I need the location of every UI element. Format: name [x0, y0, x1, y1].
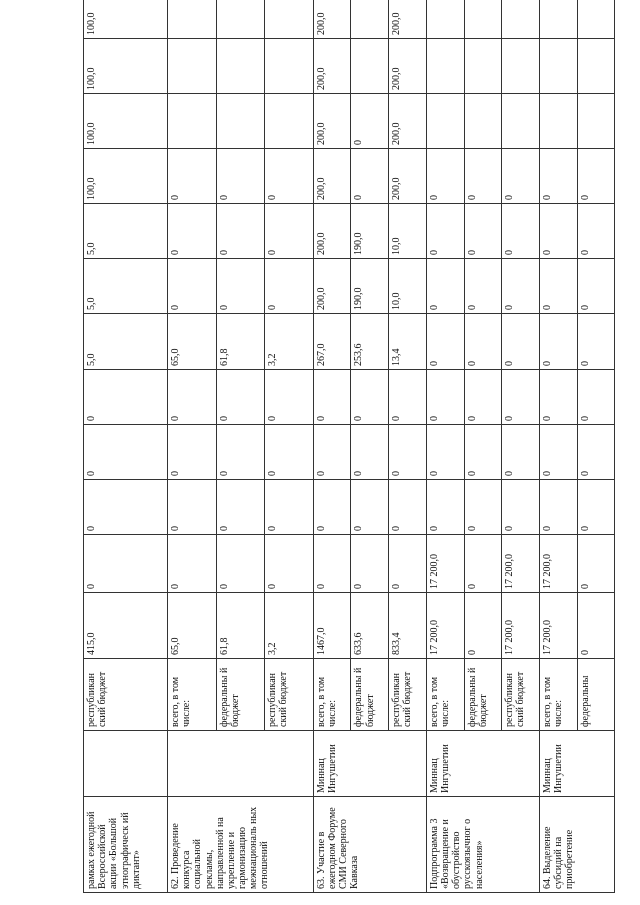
table-cell: 0	[265, 535, 314, 593]
table-cell: 13,4	[389, 314, 427, 370]
table-cell	[265, 94, 314, 149]
table-cell: 0	[167, 259, 216, 314]
table-cell: 200,0	[389, 39, 427, 94]
table-cell: Миннац Ингушетии	[426, 731, 539, 797]
table-cell: 0	[167, 425, 216, 480]
table-cell: 61,8	[216, 593, 265, 659]
table-cell: 200,0	[389, 94, 427, 149]
table-cell	[502, 39, 540, 94]
table-cell: 100,0	[84, 0, 168, 39]
table-cell: 0	[84, 535, 168, 593]
table-cell	[426, 94, 464, 149]
table-cell: 0	[502, 480, 540, 535]
table-cell: 0	[216, 370, 265, 425]
table-cell: 0	[426, 480, 464, 535]
table-cell: 0	[84, 480, 168, 535]
table-cell: 0	[539, 259, 577, 314]
table-cell: 415,0	[84, 593, 168, 659]
table-cell: 3,2	[265, 314, 314, 370]
table-cell: 5,0	[84, 259, 168, 314]
table-cell	[577, 0, 614, 39]
table-cell	[577, 39, 614, 94]
table-cell	[464, 39, 502, 94]
table-cell: 0	[265, 149, 314, 204]
table-cell: 0	[265, 480, 314, 535]
table-cell: республикан ский бюджет	[265, 659, 314, 731]
table-cell: 1467,0	[313, 593, 351, 659]
table-cell	[351, 39, 389, 94]
table-cell: 0	[502, 149, 540, 204]
table-cell: федеральны й бюджет	[351, 659, 389, 731]
table-cell: 0	[84, 425, 168, 480]
table-cell: 633,6	[351, 593, 389, 659]
table-cell: всего, в том числе:	[426, 659, 464, 731]
table-cell: 0	[313, 425, 351, 480]
table-cell: 200,0	[313, 204, 351, 259]
table-cell	[84, 731, 168, 797]
table-cell: 0	[265, 370, 314, 425]
table-cell	[167, 39, 216, 94]
table-cell: федеральны	[577, 659, 614, 731]
table-cell	[502, 0, 540, 39]
table-cell: 0	[539, 480, 577, 535]
table-cell: 0	[313, 535, 351, 593]
table-cell: 0	[464, 259, 502, 314]
table-cell: федеральны й бюджет	[216, 659, 265, 731]
table-cell: всего, в том числе:	[167, 659, 216, 731]
table-cell	[216, 0, 265, 39]
table-cell: 0	[426, 149, 464, 204]
table-cell	[351, 0, 389, 39]
table-cell: 0	[313, 370, 351, 425]
table-cell: 17 200,0	[502, 535, 540, 593]
table-cell	[577, 94, 614, 149]
table-cell: 0	[539, 314, 577, 370]
table-cell: 200,0	[313, 0, 351, 39]
table-row	[426, 0, 464, 893]
table-cell	[502, 94, 540, 149]
table-cell: 0	[577, 259, 614, 314]
table-cell	[426, 39, 464, 94]
table-cell: 0	[502, 425, 540, 480]
table-cell: 0	[464, 593, 502, 659]
table-cell: 0	[84, 370, 168, 425]
table-cell: 0	[539, 370, 577, 425]
table-cell: 0	[265, 259, 314, 314]
table-cell: 0	[426, 370, 464, 425]
table-cell: 0	[502, 204, 540, 259]
table-cell: всего, в том числе:	[539, 659, 577, 731]
table-cell: 253,6	[351, 314, 389, 370]
table-cell: 10,0	[389, 259, 427, 314]
table-cell: 5,0	[84, 314, 168, 370]
table-cell: 0	[464, 480, 502, 535]
table-cell	[216, 39, 265, 94]
table-cell: всего, в том числе:	[313, 659, 351, 731]
table-cell	[265, 39, 314, 94]
table-cell: 0	[216, 259, 265, 314]
table-cell: 65,0	[167, 314, 216, 370]
table-cell: 0	[216, 535, 265, 593]
table-cell: республикан ский бюджет	[389, 659, 427, 731]
table-cell	[464, 94, 502, 149]
table-cell: 65,0	[167, 593, 216, 659]
rotated-table-wrapper	[83, 12, 615, 893]
table-cell: 17 200,0	[539, 535, 577, 593]
table-cell: 200,0	[313, 149, 351, 204]
table-cell: 0	[464, 149, 502, 204]
table-row	[84, 0, 168, 893]
table-cell: 0	[313, 480, 351, 535]
table-cell	[539, 94, 577, 149]
table-cell: 0	[502, 314, 540, 370]
table-row	[539, 0, 577, 893]
table-cell: 0	[577, 314, 614, 370]
table-cell: Миннац Ингушетии	[313, 731, 426, 797]
table-cell: 5,0	[84, 204, 168, 259]
table-cell: 17 200,0	[426, 535, 464, 593]
table-cell: 0	[577, 535, 614, 593]
table-cell: 0	[389, 480, 427, 535]
table-cell: 200,0	[389, 0, 427, 39]
table-cell: 17 200,0	[539, 593, 577, 659]
table-cell: 200,0	[313, 94, 351, 149]
table-cell	[426, 0, 464, 39]
table-cell: 0	[167, 149, 216, 204]
table-cell: 0	[216, 149, 265, 204]
table-cell: 0	[167, 535, 216, 593]
table-cell	[216, 94, 265, 149]
table-cell: 100,0	[84, 39, 168, 94]
table-cell: Подпрограмма 3 «Возвращение и обустройство русскоязычног о населения»	[426, 797, 539, 893]
table-cell: 190,0	[351, 259, 389, 314]
table-cell: 0	[265, 204, 314, 259]
table-cell: 190,0	[351, 204, 389, 259]
table-cell	[539, 39, 577, 94]
table-cell: 0	[539, 149, 577, 204]
table-cell: 0	[167, 370, 216, 425]
table-cell: 0	[389, 425, 427, 480]
table-cell: 0	[351, 370, 389, 425]
table-cell: федеральны й бюджет	[464, 659, 502, 731]
table-cell: 0	[216, 480, 265, 535]
table-cell: 200,0	[389, 149, 427, 204]
table-cell: 0	[265, 425, 314, 480]
table-cell	[464, 0, 502, 39]
table-cell: 64. Выделение субсидий на приобретение	[539, 797, 614, 893]
table-cell: Миннац Ингушетии	[539, 731, 614, 797]
table-cell	[539, 0, 577, 39]
table-cell: 0	[389, 535, 427, 593]
table-cell: 0	[167, 480, 216, 535]
table-cell: 0	[167, 204, 216, 259]
table-cell: 10,0	[389, 204, 427, 259]
table-row	[313, 0, 351, 893]
table-cell: республикан ский бюджет	[84, 659, 168, 731]
table-cell: 0	[464, 425, 502, 480]
table-cell: 17 200,0	[426, 593, 464, 659]
table-cell: 0	[539, 425, 577, 480]
table-cell: 0	[216, 425, 265, 480]
table-cell: рамках ежегодной Всероссийской акции «Большой этнографическ ий диктант»	[84, 797, 168, 893]
table-cell: 0	[426, 204, 464, 259]
table-cell	[167, 94, 216, 149]
table-cell: 62. Проведение конкурса социальной рекламы, направленной на укрепление и гармонизацию межнациональ ных отношений	[167, 797, 313, 893]
table-cell: 0	[426, 259, 464, 314]
table-cell: 0	[351, 535, 389, 593]
table-cell: 0	[351, 425, 389, 480]
table-cell: 0	[539, 204, 577, 259]
table-cell: республикан ский бюджет	[502, 659, 540, 731]
table-cell: 0	[351, 480, 389, 535]
budget-table	[83, 0, 615, 893]
table-cell: 0	[577, 149, 614, 204]
table-cell: 0	[577, 370, 614, 425]
table-cell: 833,4	[389, 593, 427, 659]
table-cell: 17 200,0	[502, 593, 540, 659]
table-cell: 0	[464, 204, 502, 259]
table-cell: 0	[351, 94, 389, 149]
table-row	[167, 0, 216, 893]
table-cell: 0	[389, 370, 427, 425]
table-cell	[265, 0, 314, 39]
table-cell: 0	[502, 259, 540, 314]
table-cell: 0	[464, 370, 502, 425]
table-cell: 63. Участие в ежегодном Форуме СМИ Северного Кавказа	[313, 797, 426, 893]
table-cell: 0	[426, 425, 464, 480]
table-body	[84, 0, 615, 893]
table-cell: 0	[426, 314, 464, 370]
table-cell: 100,0	[84, 149, 168, 204]
table-cell: 3,2	[265, 593, 314, 659]
table-cell: 200,0	[313, 259, 351, 314]
table-cell: 0	[577, 480, 614, 535]
table-cell: 100,0	[84, 94, 168, 149]
table-cell	[167, 0, 216, 39]
table-cell: 0	[351, 149, 389, 204]
table-cell: 267,0	[313, 314, 351, 370]
table-cell: 0	[577, 425, 614, 480]
table-cell: 0	[464, 535, 502, 593]
table-cell: 0	[464, 314, 502, 370]
table-cell: 0	[577, 204, 614, 259]
table-cell	[167, 731, 313, 797]
table-cell: 0	[216, 204, 265, 259]
table-cell: 0	[577, 593, 614, 659]
table-cell: 0	[502, 370, 540, 425]
table-cell: 200,0	[313, 39, 351, 94]
table-cell: 61,8	[216, 314, 265, 370]
